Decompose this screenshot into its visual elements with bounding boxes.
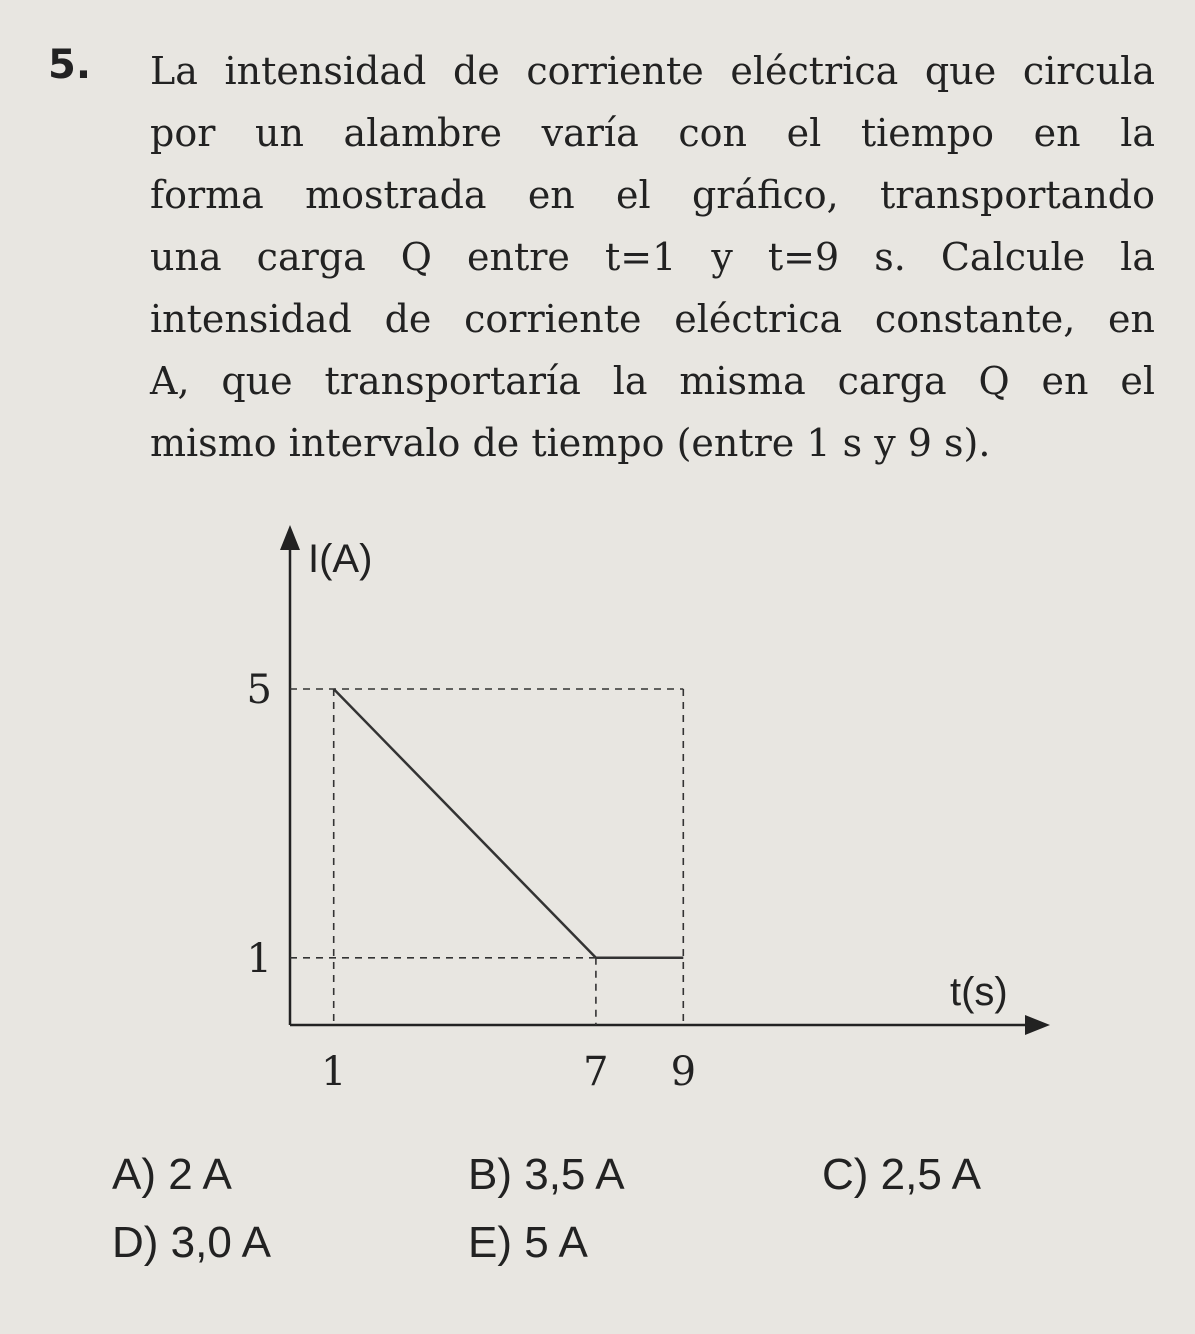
series-segment (334, 689, 596, 958)
statement-line: A, que transportaría la misma carga Q en el (150, 359, 1155, 403)
option-b[interactable] (468, 1150, 625, 1200)
option-text: 2 A (168, 1150, 232, 1199)
statement-line: una carga Q entre t=1 y t=9 s. Calcule la (150, 235, 1155, 279)
y-tick-label: 1 (246, 935, 272, 982)
option-letter: C) (822, 1150, 869, 1199)
y-axis-label: I(A) (308, 537, 373, 581)
option-text: 3,5 A (524, 1150, 625, 1199)
x-tick-label: 1 (320, 1049, 347, 1095)
x-axis-label: t(s) (950, 970, 1008, 1014)
statement-line: mismo intervalo de tiempo (entre 1 s y 9 s). (150, 421, 991, 465)
statement-line: intensidad de corriente eléctrica constante, en (150, 297, 1155, 341)
option-text: 3,0 A (170, 1218, 271, 1267)
option-a[interactable] (112, 1150, 232, 1200)
x-tick-label: 9 (670, 1049, 697, 1095)
problem-number: 5. (48, 42, 92, 88)
x-tick-label: 7 (583, 1049, 609, 1095)
option-d[interactable] (112, 1218, 271, 1268)
option-letter: D) (112, 1218, 159, 1267)
option-text: 2,5 A (880, 1150, 981, 1199)
option-letter: A) (112, 1150, 156, 1199)
option-e[interactable] (468, 1218, 588, 1268)
y-tick-label: 5 (246, 667, 272, 713)
option-letter: E) (468, 1218, 512, 1267)
option-c[interactable] (822, 1150, 981, 1200)
statement-line: La intensidad de corriente eléctrica que circula (150, 49, 1155, 93)
statement-line: forma mostrada en el gráfico, transportando (150, 173, 1155, 217)
statement-line: por un alambre varía con el tiempo en la (150, 111, 1155, 155)
option-letter: B) (468, 1150, 512, 1199)
option-text: 5 A (524, 1218, 588, 1267)
